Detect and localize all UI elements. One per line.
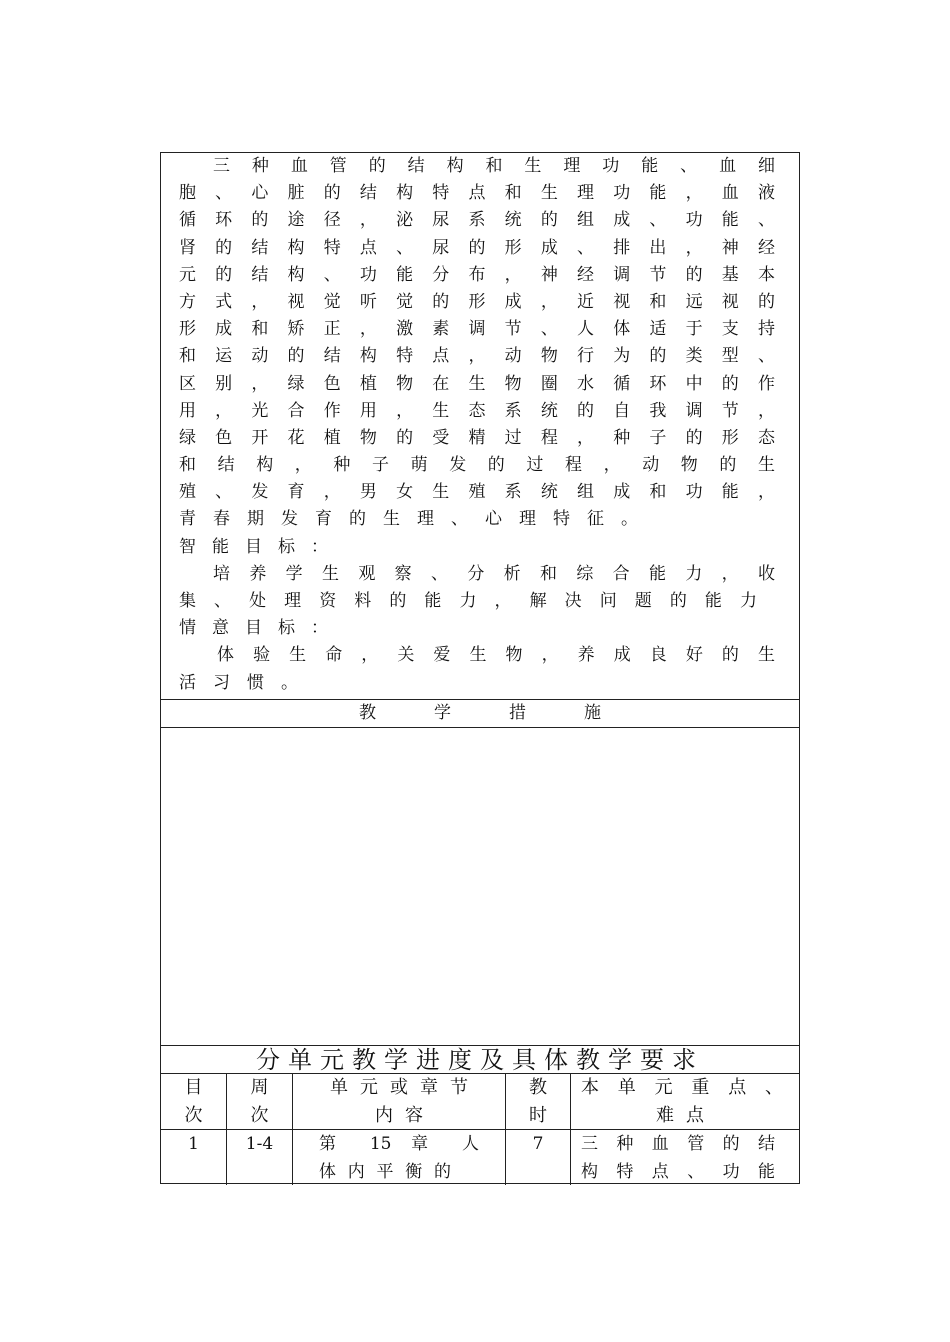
knowledge-line: 胞、心脏的结构特点和生理功能，血液 <box>179 183 775 204</box>
header-weeks: 周 次 <box>250 1077 269 1126</box>
knowledge-line: 形成和矫正，激素调节、人体适于支持 <box>179 319 775 340</box>
affect-line: 活习惯。 <box>179 672 315 693</box>
header-index: 目 次 <box>184 1077 203 1126</box>
knowledge-line: 和结构，种子萌发的过程，动物的生 <box>179 455 775 476</box>
plan-table <box>160 152 800 1184</box>
objectives-section <box>179 153 775 697</box>
knowledge-line: 方式，视觉听觉的形成，近视和远视的 <box>179 291 775 312</box>
header-unit-content: 单元或章节 内容 <box>330 1077 480 1126</box>
knowledge-line: 用，光合作用，生态系统的自我调节， <box>179 400 775 421</box>
knowledge-line: 和运动的结构特点，动物行为的类型、 <box>179 346 775 367</box>
knowledge-line: 循环的途径，泌尿系统的组成、功能、 <box>179 210 775 231</box>
schedule-title: 分单元教学进度及具体教学要求 <box>256 1046 704 1074</box>
skill-line: 集、处理资料的能力，解决问题的能力 <box>179 591 757 611</box>
row-content: 第 15 章 人 体内平衡的 <box>319 1134 479 1182</box>
knowledge-line: 三种血管的结构和生理功能、血细 <box>213 156 775 176</box>
skill-line: 培养学生观察、分析和综合能力，收 <box>213 563 775 584</box>
row-index: 1 <box>188 1134 199 1154</box>
skill-heading: 智能目标： <box>179 536 344 557</box>
measures-title: 教学措施 <box>359 703 659 723</box>
header-key-points: 本单元重点、 难点 <box>581 1077 783 1126</box>
knowledge-line: 绿色开花植物的受精过程，种子的形态 <box>179 427 775 448</box>
knowledge-line: 肾的结构特点、尿的形成、排出，神经 <box>179 237 775 258</box>
knowledge-line: 殖、发育，男女生殖系统组成和功能， <box>179 482 775 503</box>
affect-heading: 情意目标： <box>179 618 344 639</box>
header-hours: 教 时 <box>529 1077 547 1126</box>
measures-content <box>161 728 799 1045</box>
knowledge-line: 区别，绿色植物在生物圈水循环中的作 <box>179 373 775 394</box>
row-weeks: 1-4 <box>245 1134 274 1154</box>
affect-line: 体验生命，关爱生物，养成良好的生 <box>217 645 775 666</box>
knowledge-line: 元的结构、功能分布，神经调节的基本 <box>179 264 775 285</box>
knowledge-line: 青春期发育的生理、心理特征。 <box>179 509 655 530</box>
row-hours: 7 <box>532 1134 544 1154</box>
row-key-points: 三种血管的结 构特点、功能 <box>581 1134 775 1182</box>
